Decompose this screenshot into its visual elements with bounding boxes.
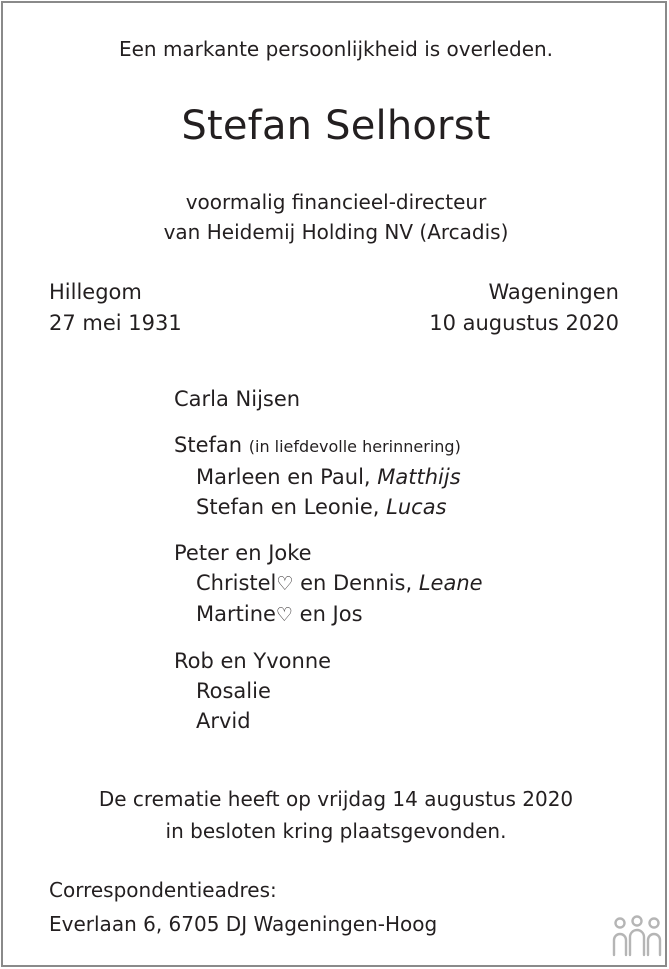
- grandchild-name: Arvid: [196, 709, 251, 733]
- heart-icon: ♡: [276, 573, 294, 595]
- birth-date: 27 mei 1931: [49, 311, 182, 335]
- grandchild-name: Christel: [196, 571, 277, 595]
- son-name: Stefan: [174, 433, 243, 457]
- son-name: Peter en Joke: [174, 541, 312, 565]
- grandchild-line: [174, 599, 483, 630]
- function-line-1: voormalig financieel-directeur: [185, 190, 487, 214]
- correspondence-block: [49, 873, 437, 941]
- death-place: Wageningen: [488, 280, 619, 304]
- family-list: [174, 384, 483, 752]
- function-line-2: van Heidemij Holding NV (Arcadis): [163, 220, 509, 244]
- family-group-stefan: [174, 430, 483, 522]
- great-grandchild: Leane: [418, 571, 483, 595]
- family-group-peter: [174, 538, 483, 630]
- birth-place: Hillegom: [49, 280, 142, 304]
- death-info: [429, 277, 619, 339]
- grandchild-name: Martine: [196, 602, 276, 626]
- grandchild-couple: Marleen en Paul,: [196, 465, 378, 489]
- correspondence-address: Everlaan 6, 6705 DJ Wageningen-Hoog: [49, 912, 438, 936]
- great-grandchild: Matthijs: [377, 465, 461, 489]
- deceased-name: Stefan Selhorst: [181, 103, 491, 149]
- grandchild-partner: en Dennis,: [293, 571, 419, 595]
- great-grandchild: Lucas: [386, 495, 447, 519]
- family-group-rob: [174, 646, 483, 736]
- grandchild-line: [174, 568, 483, 599]
- birth-info: [49, 277, 182, 339]
- cremation-text: [3, 783, 669, 847]
- heart-icon: ♡: [275, 604, 293, 626]
- people-group-icon: [611, 915, 663, 959]
- grandchild-line: [174, 492, 483, 522]
- grandchild-name: Rosalie: [196, 679, 271, 703]
- grandchild-partner: en Jos: [292, 602, 363, 626]
- cremation-line-2: in besloten kring plaatsgevonden.: [165, 819, 507, 843]
- son-name: Rob en Yvonne: [174, 649, 332, 673]
- death-date: 10 augustus 2020: [429, 311, 619, 335]
- family-member: [174, 430, 483, 462]
- obituary-card: [1, 1, 667, 967]
- correspondence-label: Correspondentieadres:: [49, 878, 277, 902]
- family-group-partner: [174, 384, 483, 414]
- grandchild-couple: Stefan en Leonie,: [196, 495, 387, 519]
- partner-name: Carla Nijsen: [174, 387, 301, 411]
- grandchild-line: [174, 462, 483, 492]
- function-block: [3, 187, 669, 247]
- cremation-line-1: De crematie heeft op vrijdag 14 augustus 2020: [98, 787, 574, 811]
- intro-text: Een markante persoonlijkheid is overleden.: [118, 37, 554, 61]
- memorial-note: (in liefdevolle herinnering): [248, 437, 461, 456]
